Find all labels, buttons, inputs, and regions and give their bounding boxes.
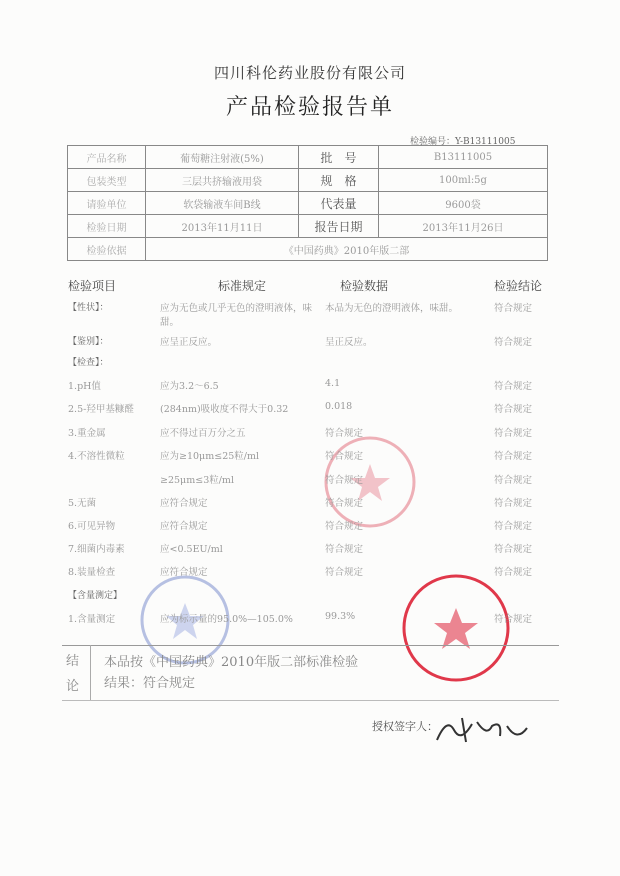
item-item: 2.5-羟甲基糠醛	[68, 404, 134, 415]
item-item: 4.不溶性微粒	[68, 451, 125, 462]
info-value: 软袋输液车间B线	[146, 192, 299, 215]
conclusion-label: 论	[66, 679, 80, 694]
item-standard: 应不得过百万分之五	[160, 428, 246, 439]
info-label: 规 格	[299, 169, 379, 192]
item-data: 4.1	[325, 378, 341, 389]
info-value: 100ml:5g	[379, 169, 548, 192]
item-data: 呈正反应。	[325, 337, 373, 348]
item-result: 符合规定	[494, 521, 533, 532]
item-standard: 应为标示量的95.0%—105.0%	[160, 614, 293, 625]
info-value: 2013年11月26日	[379, 215, 548, 238]
info-label: 包装类型	[68, 169, 146, 192]
info-label: 检验依据	[68, 238, 146, 261]
item-data: 符合规定	[325, 498, 364, 509]
info-label: 代表量	[299, 192, 379, 215]
item-result: 符合规定	[494, 614, 533, 625]
item-data: 符合规定	[325, 475, 364, 486]
item-result: 符合规定	[494, 303, 533, 314]
item-result: 符合规定	[494, 381, 533, 392]
item-data: 符合规定	[325, 428, 364, 439]
info-value: 9600袋	[379, 192, 548, 215]
item-standard: 应符合规定	[160, 521, 208, 532]
item-standard: 应为3.2～6.5	[160, 381, 219, 392]
item-standard: 应<0.5EU/ml	[160, 544, 223, 555]
info-value: 2013年11月11日	[146, 215, 299, 238]
item-item: 3.重金属	[68, 428, 106, 439]
item-data: 99.3%	[325, 611, 356, 622]
item-standard: 应为≥10μm≤25粒/ml	[160, 451, 260, 462]
column-header: 检验项目	[68, 279, 117, 293]
conclusion-result: 结果：符合规定	[104, 676, 196, 691]
info-label: 产品名称	[68, 146, 146, 169]
divider	[90, 645, 91, 700]
item-item: 【检查】：	[68, 358, 109, 368]
report-title: 产品检验报告单	[225, 95, 394, 120]
conclusion-label: 结	[66, 654, 80, 669]
item-standard: 应符合规定	[160, 498, 208, 509]
company-name: 四川科伦药业股份有限公司	[213, 64, 406, 82]
item-item: 1.含量测定	[68, 614, 116, 625]
column-header: 检验结论	[494, 279, 543, 293]
column-header: 检验数据	[340, 279, 389, 293]
item-data: 符合规定	[325, 567, 364, 578]
info-value: 葡萄糖注射液(5%)	[146, 146, 299, 169]
item-result: 符合规定	[494, 475, 533, 486]
item-item: 【含量测定】	[68, 591, 123, 601]
info-value: B13111005	[379, 146, 548, 169]
divider	[62, 645, 559, 646]
divider	[62, 700, 559, 701]
item-result: 符合规定	[494, 428, 533, 439]
item-item: 5.无菌	[68, 498, 97, 509]
item-result: 符合规定	[494, 451, 533, 462]
info-label: 检验日期	[68, 215, 146, 238]
item-data: 0.018	[325, 401, 353, 412]
item-standard: 应为无色或几乎无色的澄明液体，味	[160, 303, 313, 314]
item-item: 6.可见异物	[68, 521, 116, 532]
item-standard: 应呈正反应。	[160, 337, 218, 348]
item-result: 符合规定	[494, 498, 533, 509]
item-standard: 应符合规定	[160, 567, 208, 578]
item-data: 本品为无色的澄明液体，味甜。	[325, 303, 459, 314]
item-result: 符合规定	[494, 544, 533, 555]
item-data: 符合规定	[325, 451, 364, 462]
item-item: 7.细菌内毒素	[68, 544, 125, 555]
item-result: 符合规定	[494, 337, 533, 348]
item-data: 符合规定	[325, 521, 364, 532]
item-result: 符合规定	[494, 567, 533, 578]
item-data: 符合规定	[325, 544, 364, 555]
info-label: 批 号	[299, 146, 379, 169]
signature-label: 授权签字人：	[372, 720, 438, 733]
item-standard: 甜。	[160, 317, 180, 328]
item-item: 1.pH值	[68, 381, 101, 392]
item-result: 符合规定	[494, 404, 533, 415]
item-item: 8.装量检查	[68, 567, 116, 578]
report-number: 检验编号：Y-B13111005	[410, 137, 516, 147]
item-item: 【性状】：	[68, 303, 109, 313]
item-standard: ≥25μm≤3粒/ml	[160, 475, 234, 486]
info-value: 三层共挤输液用袋	[146, 169, 299, 192]
item-item: 【鉴别】：	[68, 337, 109, 347]
conclusion-text: 本品按《中国药典》2010年版二部标准检验	[104, 655, 359, 670]
item-standard: (284nm)吸收度不得大于0.32	[160, 404, 289, 415]
info-label: 报告日期	[299, 215, 379, 238]
column-header: 标准规定	[218, 279, 267, 293]
info-label: 请验单位	[68, 192, 146, 215]
info-value: 《中国药典》2010年版二部	[146, 238, 548, 261]
